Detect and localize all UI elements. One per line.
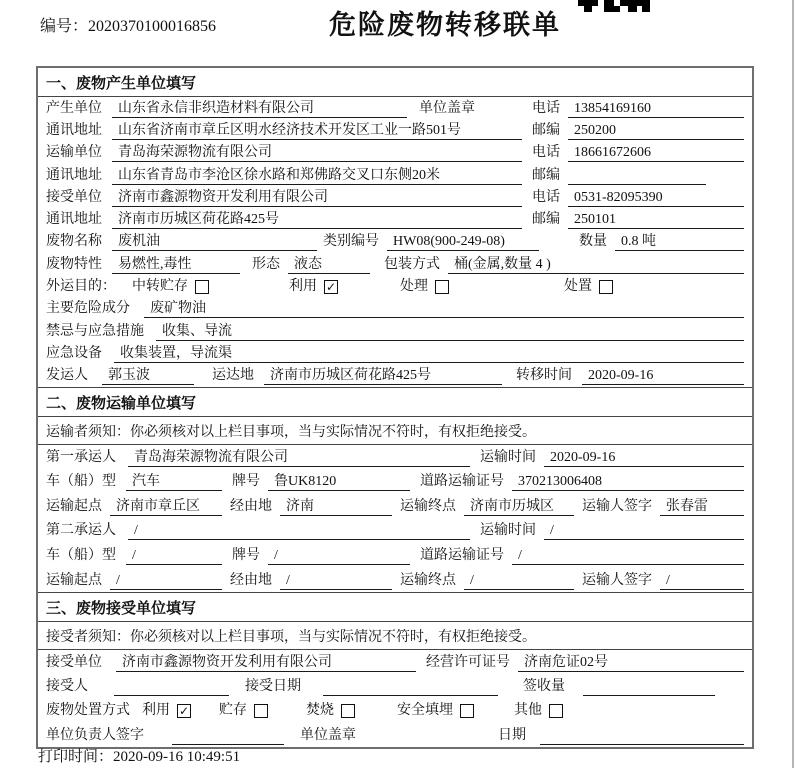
vehicle-type-label: 车（船）型 [46, 548, 116, 564]
address-label: 通讯地址 [46, 122, 102, 138]
purpose-option [132, 277, 209, 296]
destination-label: 运达地 [212, 368, 254, 384]
zip-label: 邮编 [532, 212, 560, 228]
emergency-equipment-label: 应急设备 [46, 345, 102, 361]
disposal-option-label: 其他 [514, 703, 542, 719]
plate-number-value: / [268, 546, 410, 565]
disposal-option-label: 焚烧 [306, 703, 334, 719]
accept-unit-label: 接受单位 [46, 655, 102, 671]
row-transport-address [38, 164, 752, 186]
purpose-option-checkbox [195, 280, 209, 294]
purpose-option-checkbox [435, 280, 449, 294]
row-transfer-purpose [38, 275, 752, 297]
origin-label: 运输起点 [46, 498, 102, 514]
print-time [38, 745, 240, 766]
section-producer-title: 一、废物产生单位填写 [38, 68, 752, 97]
carrier-signature-label: 运输人签字 [582, 572, 652, 588]
purpose-option-label: 利用 [289, 279, 317, 295]
row-receiver-unit [38, 186, 752, 208]
form-value: 液态 [288, 255, 370, 274]
qr-code-fragment [578, 0, 652, 13]
second-carrier-label: 第二承运人 [46, 523, 116, 539]
document-header [0, 0, 796, 64]
date-value [540, 726, 744, 745]
transfer-time-label: 转移时间 [516, 368, 572, 384]
destination-value: 济南市历城区荷花路425号 [264, 366, 502, 385]
section-transporter [38, 387, 752, 593]
producer-zip-value: 250200 [568, 121, 744, 140]
shipper-label: 发运人 [46, 368, 88, 384]
disposal-option-label: 利用 [142, 703, 170, 719]
disposal-method-label: 废物处置方式 [46, 703, 130, 719]
emergency-measures-value: 收集、导流 [156, 322, 744, 341]
unit-seal-label: 单位盖章 [419, 100, 475, 116]
row-disposal-method [38, 699, 752, 723]
main-component-label: 主要危险成分 [46, 301, 130, 317]
head-signature-value [172, 726, 284, 745]
row-vehicle-1 [38, 469, 752, 494]
packing-label: 包装方式 [384, 256, 440, 272]
vehicle-type-label: 车（船）型 [46, 474, 116, 490]
row-second-carrier [38, 519, 752, 544]
receiver-unit-value: 济南市鑫源物资开发利用有限公司 [112, 188, 522, 207]
plate-number-value: 鲁UK8120 [268, 472, 410, 491]
permit-number-label: 经营许可证号 [426, 655, 510, 671]
disposal-option [306, 701, 355, 720]
transport-phone-value: 18661672606 [568, 143, 744, 162]
serial-number [40, 13, 216, 36]
recipient-value [114, 677, 229, 696]
section-receiver-title: 三、废物接受单位填写 [38, 592, 752, 622]
via-label: 经由地 [230, 572, 272, 588]
phone-label: 电话 [532, 189, 560, 205]
address-label: 通讯地址 [46, 167, 102, 183]
transport-time-value: / [544, 521, 744, 540]
receiver-notice: 接受者须知：你必须核对以上栏目事项，当与实际情况不符时，有权拒绝接受。 [38, 622, 752, 650]
terminal-value: / [464, 571, 574, 590]
recipient-label: 接受人 [46, 679, 88, 695]
row-producer-address [38, 119, 752, 141]
road-license-value: 370213006408 [512, 472, 744, 491]
via-value: 济南 [280, 497, 392, 516]
date-label: 日期 [498, 727, 526, 743]
origin-label: 运输起点 [46, 572, 102, 588]
receiver-phone-value: 0531-82095390 [568, 188, 744, 207]
print-time-value: 2020-09-16 10:49:51 [113, 749, 241, 765]
signed-quantity-value [583, 677, 715, 696]
carrier-signature-value: / [660, 571, 744, 590]
row-route-2 [38, 568, 752, 593]
disposal-option-checkbox [254, 704, 268, 718]
category-code-label: 类别编号 [323, 234, 379, 250]
origin-value: 济南市章丘区 [110, 497, 222, 516]
producer-phone-value: 13854169160 [568, 99, 744, 118]
road-license-value: / [512, 546, 744, 565]
terminal-label: 运输终点 [400, 498, 456, 514]
row-main-component [38, 298, 752, 320]
row-first-carrier [38, 445, 752, 470]
phone-label: 电话 [532, 100, 560, 116]
row-vehicle-2 [38, 543, 752, 568]
receiver-address-value: 济南市历城区荷花路425号 [112, 210, 522, 229]
receiver-zip-value: 250101 [568, 210, 744, 229]
row-emergency-equipment [38, 342, 752, 364]
page-edge-divider [792, 0, 794, 768]
transporter-notice: 运输者须知：你必须核对以上栏目事项，当与实际情况不符时，有权拒绝接受。 [38, 417, 752, 445]
section-transporter-title: 二、废物运输单位填写 [38, 387, 752, 417]
disposal-option [514, 701, 563, 720]
disposal-option-label: 贮存 [219, 703, 247, 719]
waste-character-value: 易燃性,毒性 [112, 255, 240, 274]
transport-time-label: 运输时间 [480, 449, 536, 465]
purpose-option [400, 277, 449, 296]
row-receiver-address [38, 208, 752, 230]
transport-address-value: 山东省青岛市李沧区徐水路和郑佛路交叉口东侧20米 [112, 166, 522, 185]
terminal-value: 济南市历城区 [464, 497, 574, 516]
signed-quantity-label: 签收量 [523, 679, 565, 695]
transport-time-value: 2020-09-16 [544, 448, 744, 467]
purpose-option [289, 277, 338, 296]
purpose-option-label: 中转贮存 [132, 279, 188, 295]
vehicle-type-value: / [126, 546, 222, 565]
waste-name-label: 废物名称 [46, 234, 102, 250]
serial-value: 2020370100016856 [88, 18, 217, 35]
disposal-option [397, 701, 474, 720]
producer-unit-value: 山东省永信非织造材料有限公司 [112, 99, 407, 118]
zip-label: 邮编 [532, 167, 560, 183]
first-carrier-value: 青岛海荣源物流有限公司 [128, 448, 470, 467]
packing-value: 桶(金属,数量 4 ) [448, 255, 744, 274]
zip-label: 邮编 [532, 122, 560, 138]
waste-character-label: 废物特性 [46, 256, 102, 272]
row-route-1 [38, 494, 752, 519]
row-producer-unit [38, 97, 752, 119]
form-label: 形态 [252, 256, 280, 272]
via-value: / [280, 571, 392, 590]
origin-value: / [110, 571, 222, 590]
main-component-value: 废矿物油 [144, 299, 744, 318]
disposal-option [142, 701, 191, 720]
section-receiver [38, 592, 752, 747]
purpose-option-label: 处理 [400, 279, 428, 295]
waste-name-value: 废机油 [112, 232, 317, 251]
category-code-value: HW08(900-249-08) [387, 232, 539, 251]
row-transport-unit [38, 142, 752, 164]
producer-address-value: 山东省济南市章丘区明水经济技术开发区工业一路501号 [112, 121, 522, 140]
accept-unit-value: 济南市鑫源物资开发利用有限公司 [116, 653, 416, 672]
vehicle-type-value: 汽车 [126, 472, 222, 491]
unit-seal-label: 单位盖章 [300, 727, 356, 743]
via-label: 经由地 [230, 498, 272, 514]
carrier-signature-value: 张春雷 [660, 497, 744, 516]
print-time-label: 打印时间： [38, 749, 114, 765]
plate-number-label: 牌号 [232, 548, 260, 564]
address-label: 通讯地址 [46, 212, 102, 228]
first-carrier-label: 第一承运人 [46, 449, 116, 465]
emergency-measures-label: 禁忌与应急措施 [46, 323, 144, 339]
row-accept-unit [38, 650, 752, 674]
purpose-option-label: 处置 [564, 279, 592, 295]
road-license-label: 道路运输证号 [420, 548, 504, 564]
row-emergency-measures [38, 320, 752, 342]
page-title: 危险废物转移联单 [329, 10, 561, 40]
row-head-signature [38, 723, 752, 747]
accept-date-value [323, 677, 498, 696]
transport-unit-label: 运输单位 [46, 145, 102, 161]
row-waste-name [38, 231, 752, 253]
manifest-form [36, 66, 754, 749]
quantity-label: 数量 [579, 234, 607, 250]
disposal-option-checkbox [549, 704, 563, 718]
head-signature-label: 单位负责人签字 [46, 727, 144, 743]
row-shipper [38, 365, 752, 387]
purpose-option-checkbox: ✓ [325, 279, 337, 294]
purpose-option [564, 277, 613, 296]
plate-number-label: 牌号 [232, 474, 260, 490]
serial-label: 编号： [40, 18, 89, 35]
row-waste-character [38, 253, 752, 275]
phone-label: 电话 [532, 145, 560, 161]
disposal-option [219, 701, 268, 720]
disposal-option-checkbox [460, 704, 474, 718]
receiver-unit-label: 接受单位 [46, 189, 102, 205]
producer-unit-label: 产生单位 [46, 100, 102, 116]
road-license-label: 道路运输证号 [420, 474, 504, 490]
accept-date-label: 接受日期 [245, 679, 301, 695]
shipper-value: 郭玉波 [102, 366, 194, 385]
disposal-option-label: 安全填埋 [397, 703, 453, 719]
quantity-value: 0.8 吨 [615, 232, 744, 251]
carrier-signature-label: 运输人签字 [582, 498, 652, 514]
transport-zip-value [568, 166, 706, 185]
transport-unit-value: 青岛海荣源物流有限公司 [112, 143, 522, 162]
disposal-option-checkbox [341, 704, 355, 718]
permit-number-value: 济南危证02号 [518, 653, 744, 672]
section-producer [38, 68, 752, 387]
row-recipient [38, 675, 752, 699]
disposal-option-checkbox: ✓ [178, 703, 190, 718]
terminal-label: 运输终点 [400, 572, 456, 588]
purpose-option-checkbox [599, 280, 613, 294]
transfer-time-value: 2020-09-16 [582, 366, 744, 385]
transfer-purpose-label: 外运目的： [46, 279, 116, 295]
second-carrier-value: / [128, 521, 470, 540]
emergency-equipment-value: 收集装置，导流渠 [114, 344, 744, 363]
transport-time-label: 运输时间 [480, 523, 536, 539]
